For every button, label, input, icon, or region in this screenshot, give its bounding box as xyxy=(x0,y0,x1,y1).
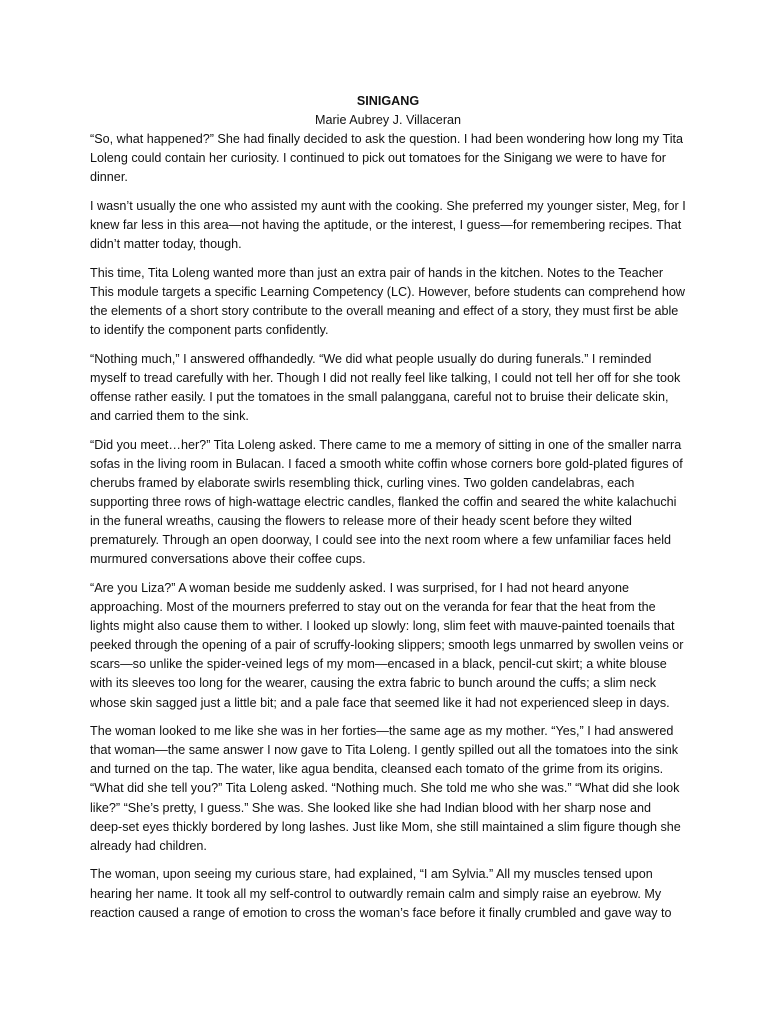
document-body xyxy=(90,92,686,932)
paragraph: The woman, upon seeing my curious stare, had explained, “I am Sylvia.” All my muscles tensed upon hearing her name. It took all my self-control to outwardly remain calm and simply raise an eyebrow. My reaction caused a range of emotion to cross the woman’s face before it finally crumbled and gave way to xyxy=(90,867,672,920)
paragraph: The woman looked to me like she was in her forties—the same age as my mother. “Yes,” I had answered that woman—the same answer I now gave to Tita Loleng. I gently spilled out all the tomatoes into the sink and turned on the tap. The water, like agua bendita, cleansed each tomato of the grime from its origins. “What did she tell you?” Tita Loleng asked. “Nothing much. She told me who she was.” “What did she look like?” “She’s pretty, I guess.” She was. She looked like she had Indian blood with her sharp nose and deep-set eyes thickly bordered by long lashes. Just like Mom, she still maintained a slim figure though she already had children. xyxy=(90,724,681,853)
paragraph: “So, what happened?” She had finally decided to ask the question. I had been wondering how long my Tita Loleng could contain her curiosity. I continued to pick out tomatoes for the Sinigang we were to have for dinner. xyxy=(90,132,684,185)
paragraph: I wasn’t usually the one who assisted my aunt with the cooking. She preferred my younger sister, Meg, for I knew far less in this area—not having the aptitude, or the interest, I guess—for remembering recipes. That didn’t matter today, though. xyxy=(90,198,686,252)
paragraph: “Are you Liza?” A woman beside me suddenly asked. I was surprised, for I had not heard anyone approaching. Most of the mourners preferred to stay out on the veranda for fear that the heat from the lights might also cause them to wither. I looked up slowly: long, slim feet with mauve-painted toenails that peeked through the opening of a pair of scruffy-looking slippers; smooth legs unmarred by swollen veins or scars—so unlike the spider-veined legs of my mom—encased in a black, pencil-cut skirt; a white blouse with its sleeves too long for the wearer, causing the extra fabric to bunch around the cuffs; a slim neck whose skin sagged just a little bit; and a pale face that seemed like it had not experienced sleep in days. xyxy=(90,580,684,710)
story-author: Marie Aubrey J. Villaceran xyxy=(314,113,462,127)
story-title: SINIGANG xyxy=(356,94,420,108)
paragraph: “Nothing much,” I answered offhandedly. “We did what people usually do during funerals.” I reminded myself to tread carefully with her. Though I did not really feel like talking, I could not tell her off for she took offense rather easily. I put the tomatoes in the small palanggana, careful not to bruise their delicate skin, and carried them to the sink. xyxy=(90,351,681,423)
paragraph: This time, Tita Loleng wanted more than just an extra pair of hands in the kitchen. Notes to the Teacher This module targets a specific Learning Competency (LC). However, before students can comprehend how the elements of a short story contribute to the overall meaning and effect of a story, they must first be able to identify the component parts confidently. xyxy=(90,265,686,338)
paragraph: “Did you meet…her?” Tita Loleng asked. There came to me a memory of sitting in one of the smaller narra sofas in the living room in Bulacan. I faced a smooth white coffin whose corners bore gold-plated figures of cherubs framed by elaborate swirls resembling thick, curling vines. Two golden candelabras, each supporting three rows of high-wattage electric candles, flanked the coffin and seared the white kalachuchi in the funeral wreaths, causing the flowers to release more of their heady scent before they wilted prematurely. Through an open doorway, I could see into the next room where a few unfamiliar faces held murmured conversations above their coffee cups. xyxy=(90,437,683,567)
